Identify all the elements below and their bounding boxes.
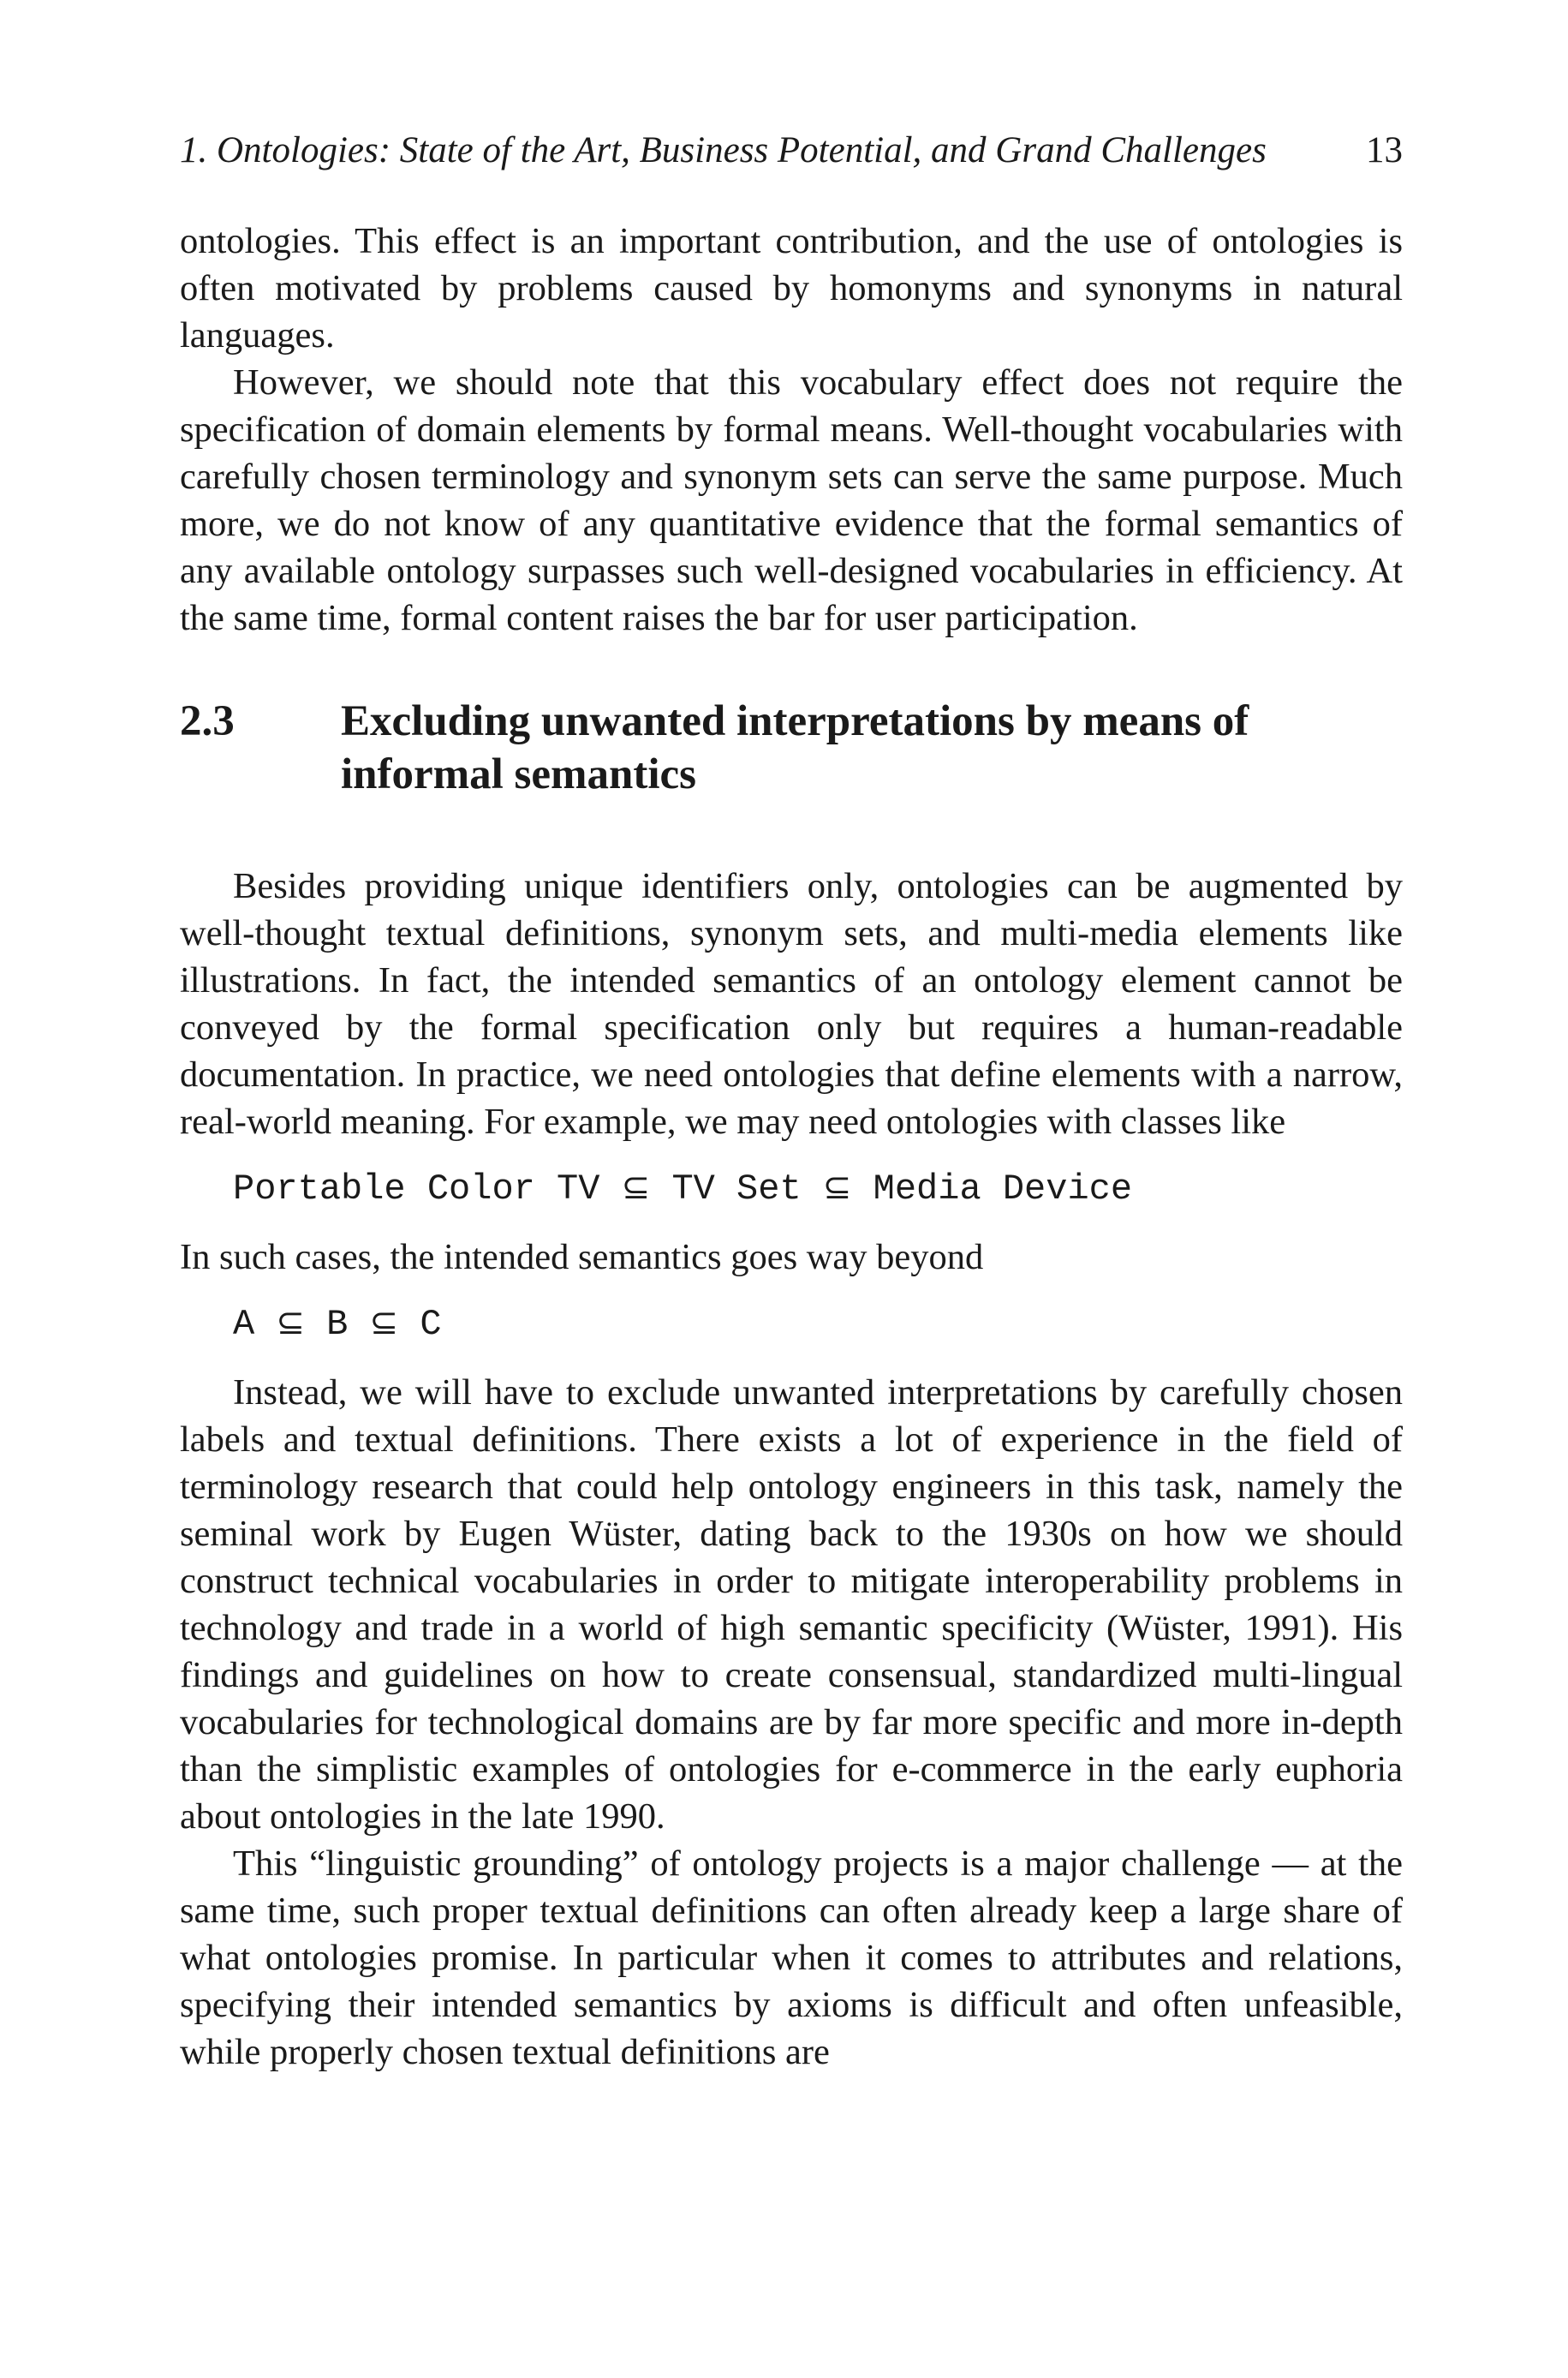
formula-class-tv-set: TV Set [671, 1168, 802, 1210]
book-page [180, 128, 1403, 2076]
paragraph-vocabulary-effect: However, we should note that this vocabulary effect does not require the specification of domain elements by formal means. Well-thought vocabularies with carefully chosen terminology and synonym sets can serve the same purpose. Much more, we do not know of any quantitative evidence that the formal semantics of any available ontology surpasses such well-designed vocabularies in efficiency. At the same time, formal content raises the bar for user participation. [180, 362, 1403, 638]
paragraph-linguistic-grounding: This “linguistic grounding” of ontology projects is a major challenge — at the same time, such proper textual definitions can often already keep a large share of what ontologies promise. In particular when it comes to attributes and relations, specifying their intended semantics by axioms is difficult and often unfeasible, while properly chosen textual definitions are [180, 1843, 1403, 2072]
paragraph-such-cases: In such cases, the intended semantics goes way beyond [180, 1237, 984, 1277]
paragraph-continuation: ontologies. This effect is an important contribution, and the use of ontologies is often motivated by problems caused by homonyms and synonyms in natural languages. [180, 221, 1403, 356]
formula-class-portable-color-tv: Portable Color TV [233, 1168, 600, 1210]
running-head-title: 1. Ontologies: State of the Art, Business Potential, and Grand Challenges [180, 130, 1267, 170]
section-number: 2.3 [180, 697, 235, 745]
section-heading [180, 695, 1403, 801]
formula-var-c: C [420, 1304, 442, 1345]
formula-class-hierarchy [180, 1164, 1403, 1213]
section-title: Excluding unwanted interpretations by means of informal semantics [341, 697, 1249, 798]
formula-class-media-device: Media Device [873, 1168, 1133, 1210]
formula-var-a: A [233, 1304, 255, 1345]
subset-symbol: ⊆ [369, 1303, 399, 1342]
subset-symbol: ⊆ [276, 1303, 305, 1342]
paragraph-informal-semantics: Besides providing unique identifiers only, ontologies can be augmented by well-thought textual definitions, synonym sets, and multi-media elements like illustrations. In fact, the intended semantics of an ontology element cannot be conveyed by the formal specification only but requires a human-readable documentation. In practice, we need ontologies that define elements with a narrow, real-world meaning. For example, we may need ontologies with classes like [180, 866, 1403, 1142]
formula-var-b: B [326, 1304, 349, 1345]
formula-abstract-hierarchy [180, 1300, 1403, 1348]
paragraph-unwanted-interpretations: Instead, we will have to exclude unwanted interpretations by carefully chosen labels and textual definitions. There exists a lot of experience in the field of terminology research that could help ontology engineers in this task, namely the seminal work by Eugen Wüster, dating back to the 1930s on how we should construct technical vocabularies in order to mitigate interoperability problems in technology and trade in a world of high semantic specificity (Wüster, 1991). His findings and guidelines on how to create consensual, standardized multi-lingual vocabularies for technological domains are by far more specific and more in-depth than the simplistic examples of ontologies for e-commerce in the early euphoria about ontologies in the late 1990. [180, 1372, 1403, 1837]
page-number: 13 [1366, 130, 1403, 170]
running-head [180, 128, 1403, 173]
subset-symbol: ⊆ [822, 1168, 852, 1207]
subset-symbol: ⊆ [621, 1168, 651, 1207]
